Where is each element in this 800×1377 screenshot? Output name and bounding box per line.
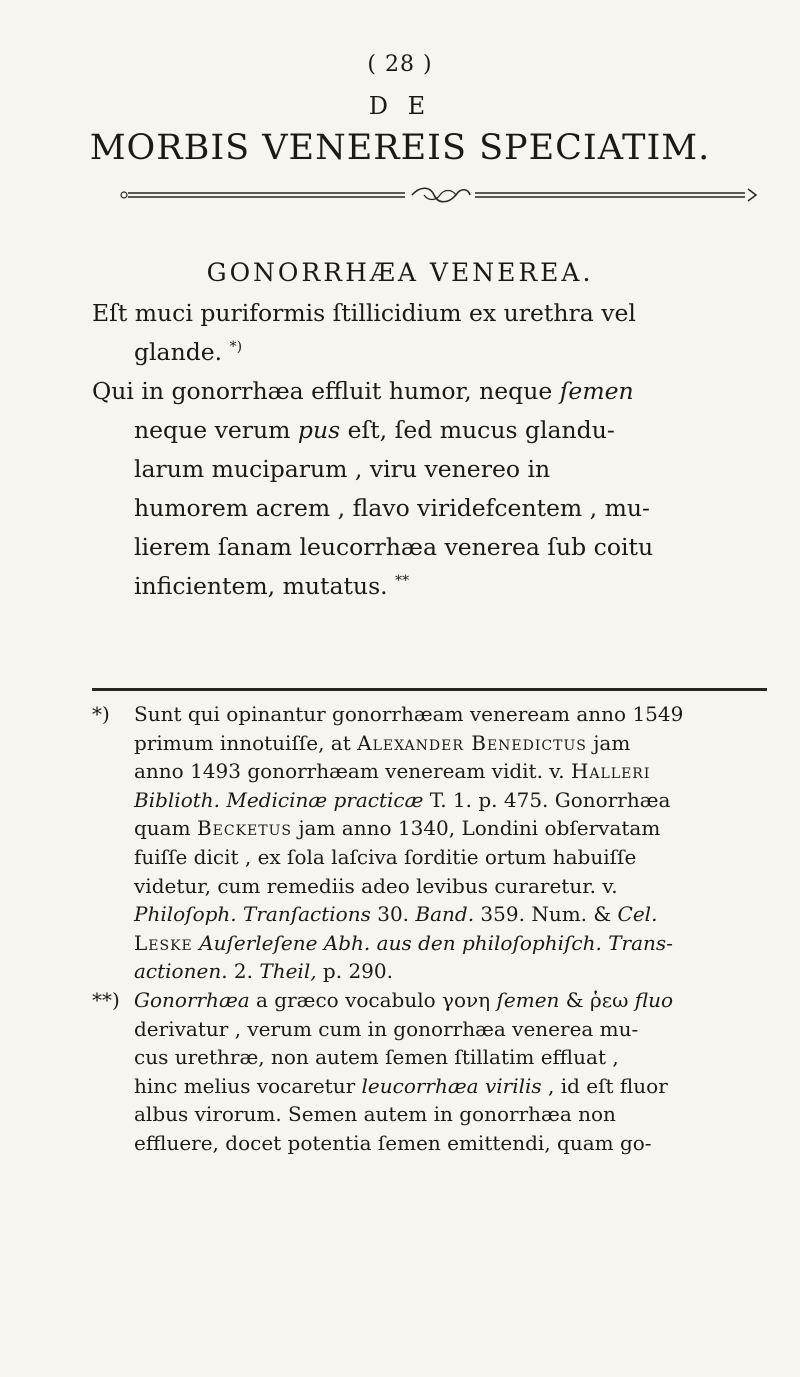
text-line	[92, 411, 772, 450]
footnote-line	[92, 986, 772, 1015]
italic-term: Gonorrhæa	[134, 987, 250, 1012]
chapter-title: MORBIS VENEREIS SPECIATIM.	[89, 128, 711, 168]
footnote-line	[92, 757, 772, 786]
title-preposition: D E	[368, 92, 432, 120]
text-line	[92, 567, 772, 606]
text-span: jam anno 1340, Londini obſervatam	[291, 816, 661, 841]
text-span: anno 1493 gonorrhæam veneream vidit. v.	[134, 759, 571, 784]
text-span: 2.	[227, 959, 260, 984]
footnote-line: derivatur , verum cum in gonorrhæa venerea mu-	[134, 1016, 639, 1041]
footnote-line	[92, 1072, 772, 1101]
footnote-ref: *)	[229, 339, 243, 356]
footnote-line	[92, 700, 772, 729]
footnote-line: effluere, docet potentia ſemen emittendi, quam go-	[134, 1130, 652, 1155]
greek-word: γονη	[442, 987, 491, 1012]
greek-word: ῥεω	[589, 987, 629, 1012]
italic-term: fluo	[628, 987, 674, 1012]
italic-title: Theil,	[259, 959, 317, 984]
definition-paragraph	[92, 294, 772, 372]
italic-term: pus	[297, 416, 341, 444]
footnote-line: fuiſſe dicit , ex ſola laſciva ſorditie ortum habuiſſe	[134, 844, 637, 869]
text-span: neque verum	[134, 416, 298, 444]
italic-term: ſemen	[559, 377, 634, 405]
text-span: Sunt qui opinantur gonorrhæam veneream anno 1549	[134, 702, 684, 726]
author-name: Alexander Benedictus	[357, 730, 587, 755]
footnote-mark: **)	[92, 987, 120, 1012]
author-name: Leske	[134, 930, 193, 955]
text-line: lierem ſanam leucorrhæa venerea ſub coitu	[134, 533, 654, 561]
text-span: &	[559, 987, 590, 1012]
footnote-rule	[92, 688, 767, 691]
italic-title: Philoſoph. Tranſactions	[134, 902, 371, 927]
italic-term: leucorrhæa virilis	[361, 1073, 542, 1098]
text-span: T. 1. p. 475. Gonorrhæa	[423, 787, 671, 812]
footnote-line: videtur, cum remediis adeo levibus curaretur. v.	[134, 873, 618, 898]
text-line	[92, 333, 772, 372]
text-span: glande.	[134, 338, 223, 366]
italic-title: Auſerleſene Abh. aus den philoſophiſch. Trans-	[192, 930, 673, 955]
text-span: , id eſt fluor	[541, 1073, 668, 1098]
author-name: Becketus	[196, 816, 292, 841]
italic-title: Biblioth. Medicinæ practicæ	[134, 787, 424, 812]
text-span: jam	[586, 730, 631, 755]
text-line: humorem acrem , flavo viridefcentem , mu-	[134, 494, 650, 522]
footnote-line	[92, 729, 772, 758]
footnote-ref: **	[395, 573, 410, 590]
author-name: Halleri	[570, 759, 651, 784]
text-span: eſt, ſed mucus glandu-	[340, 416, 615, 444]
text-span: p. 290.	[316, 959, 393, 984]
italic-title: actionen.	[134, 959, 228, 984]
footnotes	[92, 700, 772, 1158]
text-span: primum innotuiſſe, at	[134, 730, 358, 755]
italic-title: Cel.	[617, 902, 658, 927]
text-line	[92, 372, 772, 411]
text-span: Qui in gonorrhæa effluit humor, neque	[92, 377, 560, 405]
ornamental-rule	[120, 184, 760, 206]
page-number: ( 28 )	[367, 52, 433, 77]
text-span: inficientem, mutatus.	[134, 572, 388, 600]
footnote-line	[92, 814, 772, 843]
description-paragraph	[92, 372, 772, 606]
text-span: quam	[134, 816, 197, 841]
section-title: GONORRHÆA VENEREA.	[206, 258, 594, 287]
italic-title: Band.	[415, 902, 475, 927]
text-span: 359. Num. &	[474, 902, 618, 927]
footnote-line	[92, 929, 772, 958]
footnote-line	[92, 957, 772, 986]
footnote-line	[92, 786, 772, 815]
text-span: hinc melius vocaretur	[134, 1073, 362, 1098]
footnote-line: cus urethræ, non autem ſemen ſtillatim effluat ,	[134, 1045, 619, 1070]
footnote-line	[92, 900, 772, 929]
text-line: Eſt muci puriformis ſtillicidium ex urethra vel	[92, 299, 636, 327]
text-span: 30.	[370, 902, 416, 927]
italic-term: ſemen	[490, 987, 560, 1012]
text-line: larum muciparum , viru venereo in	[134, 455, 551, 483]
text-span: a græco vocabulo	[249, 987, 443, 1012]
footnote-line: albus virorum. Semen autem in gonorrhæa non	[134, 1102, 616, 1127]
footnote-mark: *)	[92, 702, 110, 726]
